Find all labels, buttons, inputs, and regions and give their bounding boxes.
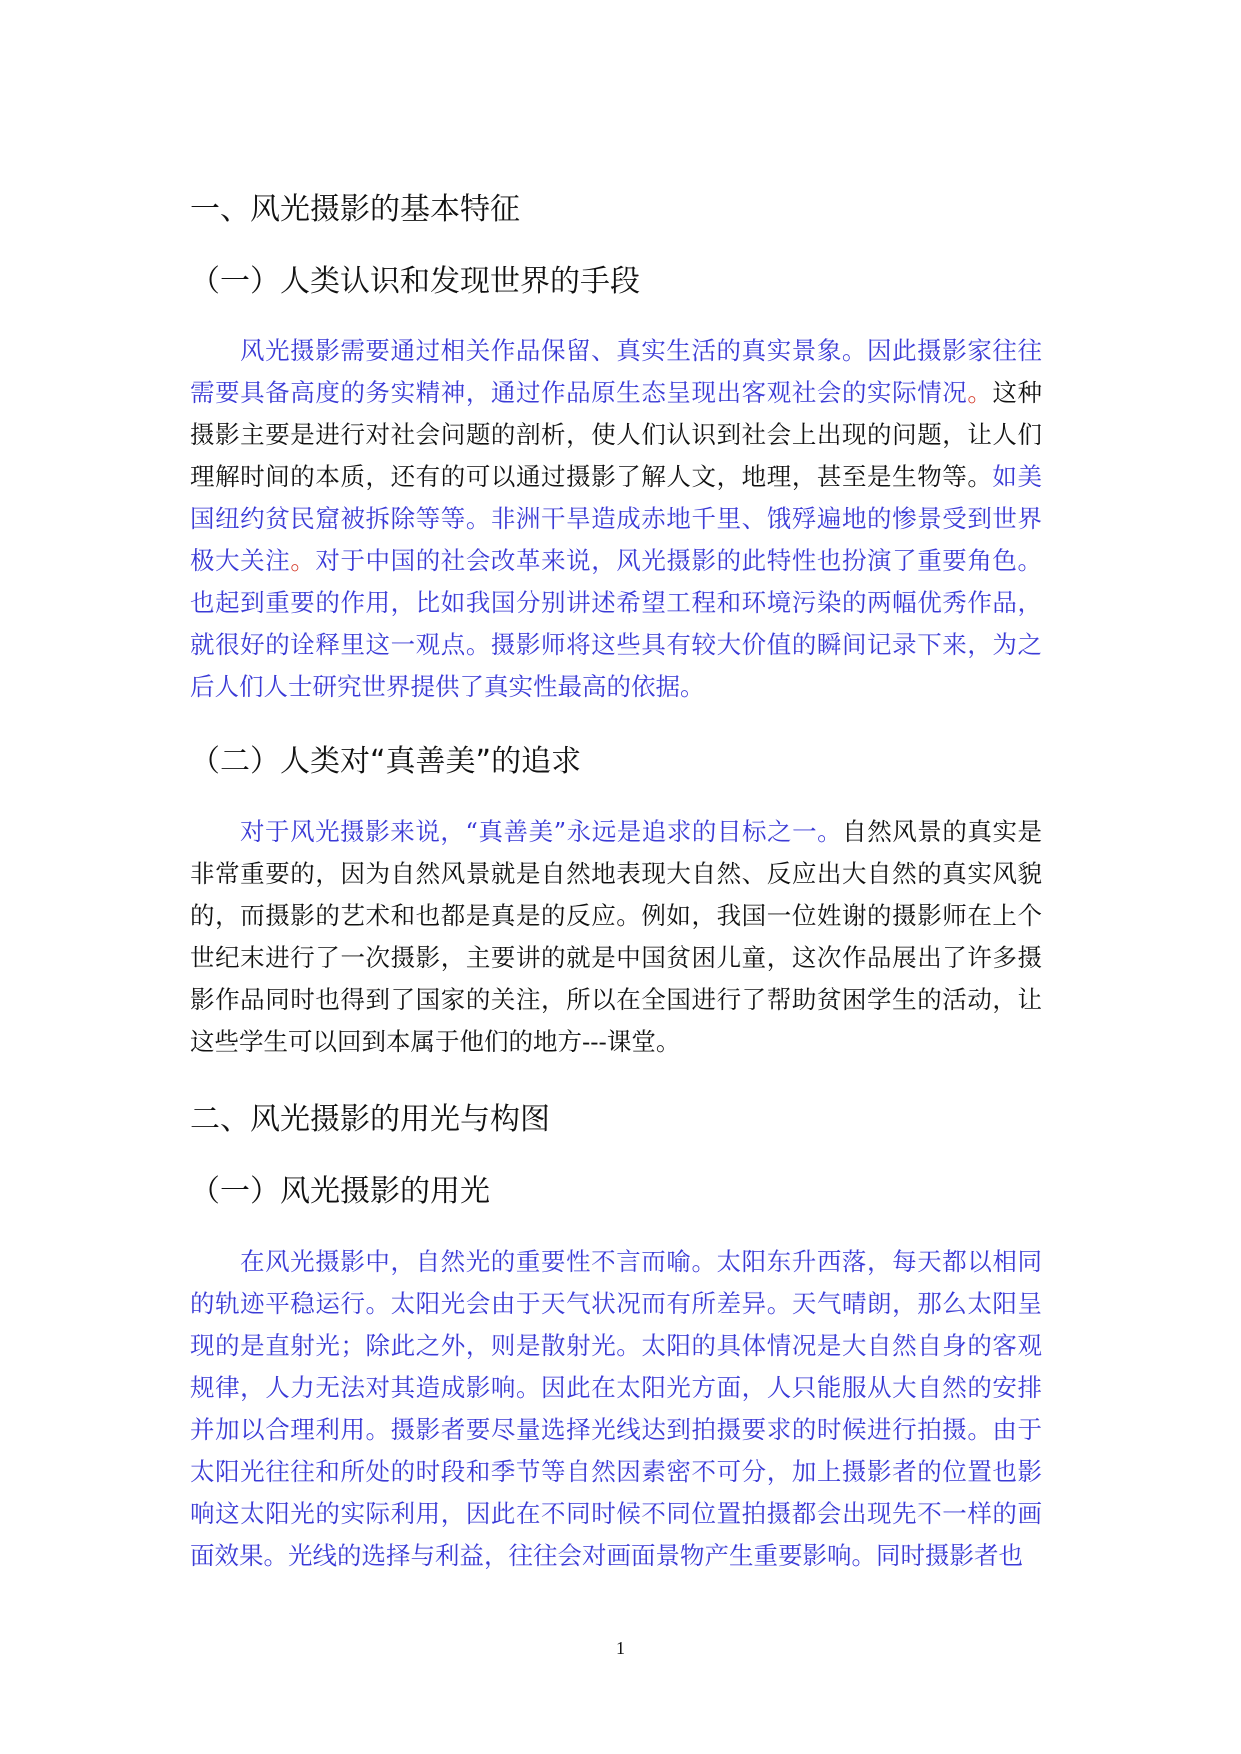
paragraph-1-1-blue-a: 风光摄影需要通过相关作品保留、真实生活的真实景象。因此摄影家往往需要具备高度的务实精神，通过作品原生态呈现出客观社会的实际情况 [190,336,1042,407]
subsection-1-2-heading: （二）人类对“真善美”的追求 [190,744,582,779]
paragraph-1-2-plain: 自然风景的真实是非常重要的，因为自然风景就是自然地表现大自然、反应出大自然的真实风貌的，而摄影的艺术和也都是真是的反应。例如，我国一位姓谢的摄影师在上个世纪末进行了一次摄影，主要讲的就是中国贫困儿童，这次作品展出了许多摄影作品同时也得到了国家的关注，所以在全国进行了帮助贫困学生的活动，让这些学生可以回到本属于他们的地方---课堂。 [190,817,1042,1056]
paragraph-1-1-red-b: 。 [290,546,316,575]
subsection-2-1-heading: （一）风光摄影的用光 [190,1174,490,1209]
paragraph-1-1-blue-c: 对于中国的社会改革来说，风光摄影的此特性也扮演了重要角色。也起到重要的作用，比如我国分别讲述希望工程和环境污染的两幅优秀作品，就很好的诠释里这一观点。摄影师将这些具有较大价值的瞬间记录下来，为之后人们人士研究世界提供了真实性最高的依据。 [190,546,1043,701]
paragraph-1-1-blue-b: 如美国纽约贫民窟被拆除等等。非洲干旱造成赤地千里、饿殍遍地的惨景受到世界极大关注 [190,462,1042,575]
section-1-heading: 一、风光摄影的基本特征 [190,192,520,227]
paragraph-2-1: 在风光摄影中，自然光的重要性不言而喻。太阳东升西落，每天都以相同的轨迹平稳运行。太阳光会由于天气状况而有所差异。天气晴朗，那么太阳呈现的是直射光；除此之外，则是散射光。太阳的具体情况是大自然自身的客观规律，人力无法对其造成影响。因此在太阳光方面，人只能服从大自然的安排并加以合理利用。摄影者要尽量选择光线达到拍摄要求的时候进行拍摄。由于太阳光往往和所处的时段和季节等自然因素密不可分，加上摄影者的位置也影响这太阳光的实际利用，因此在不同时候不同位置拍摄都会出现先不一样的画面效果。光线的选择与利益，往往会对画面景物产生重要影响。同时摄影者也 [190,1247,1042,1570]
subsection-1-1-heading: （一）人类认识和发现世界的手段 [190,264,640,299]
paragraph-1-1 [190,330,1042,708]
page-number: 1 [616,1638,625,1658]
paragraph-1-1-plain: 这种摄影主要是进行对社会问题的剖析，使人们认识到社会上出现的问题，让人们理解时间的本质，还有的可以通过摄影了解人文，地理，甚至是生物等。 [190,378,1043,491]
paragraph-1-2 [190,811,1042,1063]
section-2-heading: 二、风光摄影的用光与构图 [190,1102,550,1137]
paragraph-1-2-blue: 对于风光摄影来说，“真善美”永远是追求的目标之一。 [240,817,843,846]
paragraph-1-1-red-a: 。 [967,378,993,407]
